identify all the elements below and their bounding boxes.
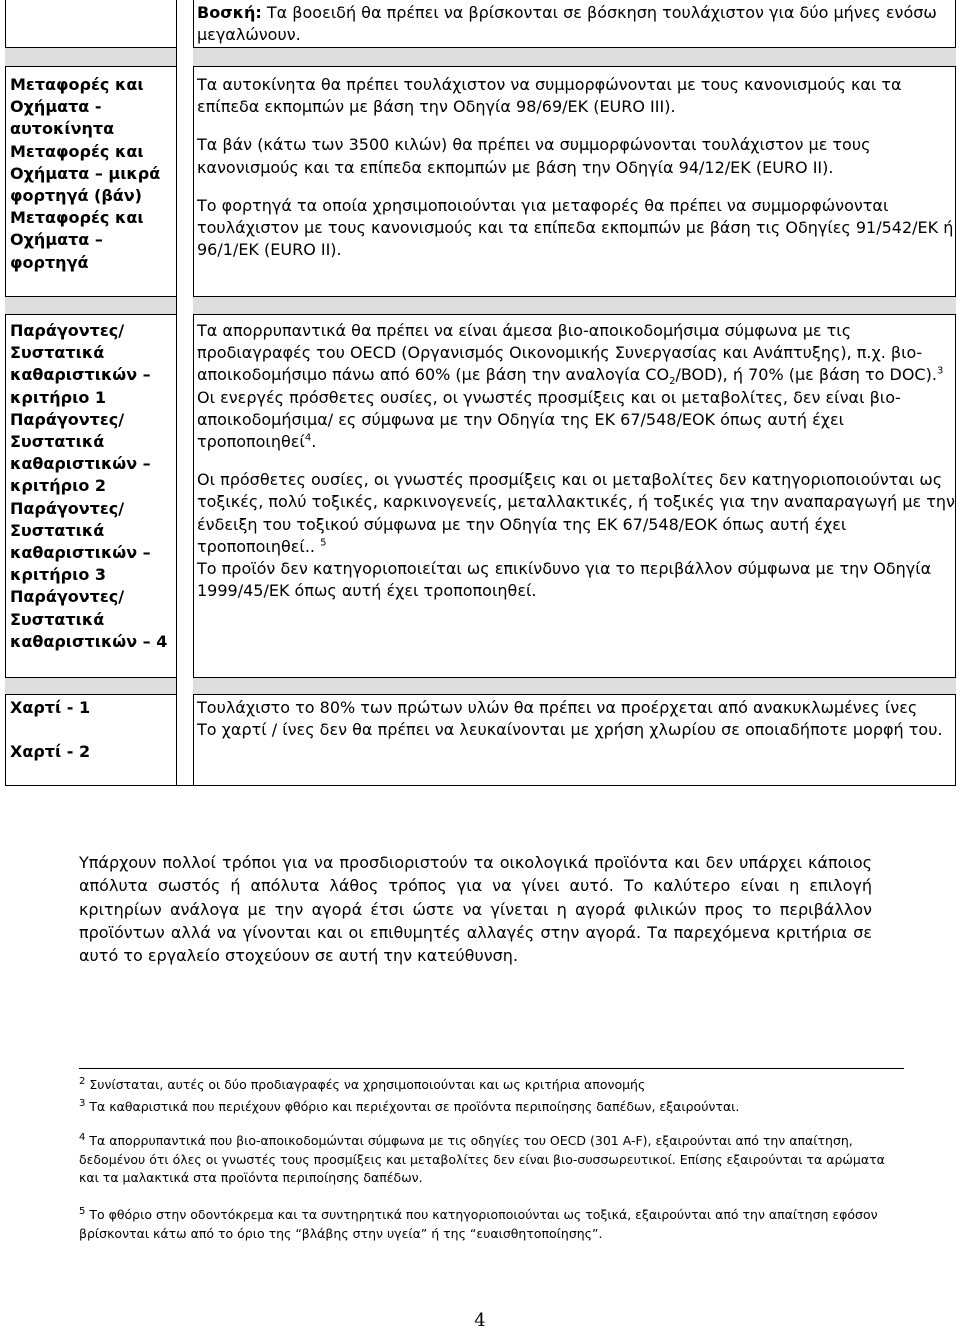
- footnote-ref-4: 4: [304, 432, 312, 444]
- cleaning-c2-text: Οι ενεργές πρόσθετες ουσίες, οι γνωστές προσμίξεις και οι μεταβολίτες, δεν είναι βιο-αποικοδομήσιμα/ ες σύμφωνα με την Οδηγία της ΕΚ 67/548/ΕΟΚ όπως αυτή έχει τροποποιηθεί: [197, 387, 901, 452]
- vehicles-vans-text: Τα βάν (κάτω των 3500 κιλών) θα πρέπει να συμμορφώνονται τουλάχιστον με τους κανονισμούς και τα επίπεδα εκπομπών με βάση την Οδηγία 94/12/ΕΚ (EURO II).: [197, 135, 871, 177]
- cleaning-c2-end: .: [311, 432, 317, 452]
- row-gap: [5, 678, 176, 694]
- cleaning-criterion-3: [197, 469, 955, 558]
- row-gap: [5, 297, 176, 314]
- row-gap: [5, 48, 176, 66]
- row-separator: [193, 66, 956, 67]
- table-left-border: [5, 0, 6, 785]
- criteria-table: [5, 0, 956, 786]
- row-gap: [193, 48, 956, 66]
- header-vehicles-vans: Μεταφορές και Οχήματα – μικρά φορτηγά (βάν): [10, 141, 161, 206]
- footnote-text-3: Τα καθαριστικά που περιέχουν φθόριο και περιέχονται σε προϊόντα περιποίησης δαπέδων, εξαιρούνται.: [89, 1099, 740, 1114]
- header-cleaning-3: Παράγοντες/ Συστατικά καθαριστικών – κριτήριο 3: [10, 498, 151, 585]
- cleaning-c1-text-end: /BOD), ή 70% (με βάση το DOC).: [675, 365, 937, 385]
- footnote-ref-3: 3: [936, 366, 944, 378]
- row-separator: [5, 314, 176, 315]
- footnote-text-2: Συνίσταται, αυτές οι δύο προδιαγραφές να χρησιμοποιούνται και ως κριτήρια απονομής: [89, 1077, 646, 1092]
- row-gap: [193, 678, 956, 694]
- row-gap: [193, 297, 956, 314]
- cleaning-criteria: [197, 320, 955, 602]
- table-divider-right: [193, 0, 194, 785]
- row-separator: [5, 66, 176, 67]
- header-paper-2: Χαρτί - 2: [10, 742, 91, 762]
- co2-subscript: 2: [669, 376, 676, 388]
- paper-criterion-2: Το χαρτί / ίνες δεν θα πρέπει να λευκαίνονται με χρήση χλωρίου σε οποιαδήποτε μορφή του.: [197, 720, 943, 740]
- grazing-criterion: [197, 2, 955, 46]
- header-cleaning-4: Παράγοντες/ Συστατικά καθαριστικών – 4: [10, 587, 168, 651]
- footnote-num-2: 2: [79, 1075, 86, 1087]
- footnote-ref-5: 5: [320, 537, 327, 549]
- row-separator: [5, 694, 176, 695]
- vehicles-headers: [10, 74, 179, 274]
- body-paragraph: Υπάρχουν πολλοί τρόποι για να προσδιοριστούν τα οικολογικά προϊόντα και δεν υπάρχει κάποιος απόλυτα σωστός ή απόλυτα λάθος τρόπος για να γίνει αυτό. Το καλύτερο είναι η επιλογή κριτηρίων ανάλογα με την αγορά έτσι ώστε να γίνεται η αγορά φιλικών προς το περιβάλλον προϊόντων αλλά να γίνονται και οι επιθυμητές αλλαγές στην αγορά. Τα παρεχόμενα κριτήρια σε αυτό το εργαλείο στοχεύουν σε αυτή την κατεύθυνση.: [79, 853, 872, 966]
- footnote-text-5: Το φθόριο στην οδοντόκρεμα και τα συντηρητικά που κατηγοριοποιούνται ως τοξικά, εξαιρούνται από την απαίτηση εφόσον βρίσκονται κάτω από το όριο της “βλάβης στην υγεία” ή της “ευαισθητοποίησης”.: [79, 1207, 878, 1241]
- header-paper-1: Χαρτί - 1: [10, 698, 91, 717]
- footnote-num-3: 3: [79, 1097, 86, 1109]
- footnote-rule: [79, 1068, 904, 1069]
- footnote-text-4: Τα απορρυπαντικά που βιο-αποικοδομώνται σύμφωνα με τις οδηγίες του OECD (301 A-F), εξαιρούνται από την απαίτηση, δεδομένου ότι όλες οι γνωστές τους προσμίξεις και μεταβολίτες δεν είναι βιο-συσσωρευτικοί. Επίσης εξαιρούνται τα αρώματα και τα μαλακτικά στα προϊόντα περιποίησης δαπέδων.: [79, 1133, 885, 1185]
- header-vehicles-cars: Μεταφορές και Οχήματα - αυτοκίνητα: [10, 75, 144, 139]
- page-number: 4: [474, 1310, 486, 1331]
- cleaning-criterion-2: [197, 387, 955, 454]
- header-vehicles-trucks: Μεταφορές και Οχήματα – φορτηγά: [10, 208, 144, 272]
- cleaning-criterion-4: Το προϊόν δεν κατηγοριοποιείται ως επικίνδυνο για το περιβάλλον σύμφωνα με την Οδηγία 1999/45/ΕΚ όπως αυτή έχει τροποποιηθεί.: [197, 559, 932, 601]
- vehicles-cars-text: Τα αυτοκίνητα θα πρέπει τουλάχιστον να συμμορφώνονται με τους κανονισμούς και τα επίπεδα εκπομπών με βάση την Οδηγία 98/69/ΕΚ (EURO III).: [197, 75, 902, 117]
- row-separator: [193, 694, 956, 695]
- cleaning-headers: [10, 320, 179, 653]
- vehicles-criteria: [197, 74, 955, 261]
- cleaning-c3-text: Οι πρόσθετες ουσίες, οι γνωστές προσμίξεις και οι μεταβολίτες δεν κατηγοριοποιούνται ως τοξικές, πολύ τοξικές, καρκινογενείς, μεταλλακτικές, ή τοξικές για την αναπαραγωγή με την ένδειξη του τοξικού σύμφωνα με την Οδηγία της ΕΚ 67/548/ΕΟΚ όπως αυτή έχει τροποποιηθεί..: [197, 470, 955, 556]
- table-right-border: [955, 0, 956, 785]
- vehicles-trucks-text: Το φορτηγά τα οποία χρησιμοποιούνται για μεταφορές θα πρέπει να συμμορφώνονται τουλάχιστον με τους κανονισμούς και τα επίπεδα εκπομπών με βάση τις Οδηγίες 91/542/ΕΚ ή 96/1/ΕΚ (EURO II).: [197, 195, 954, 260]
- header-cleaning-2: Παράγοντες/ Συστατικά καθαριστικών – κριτήριο 2: [10, 409, 151, 496]
- footnote-4: [79, 1132, 899, 1188]
- paper-headers: [10, 697, 179, 763]
- cleaning-criterion-1: [197, 320, 955, 387]
- grazing-label: Βοσκή:: [197, 3, 262, 22]
- footnote-3: [79, 1098, 899, 1117]
- paper-criterion-1: Τουλάχιστο το 80% των πρώτων υλών θα πρέπει να προέρχεται από ανακυκλωμένες ίνες: [197, 698, 918, 717]
- paper-criteria: [197, 697, 955, 741]
- grazing-text: Τα βοοειδή θα πρέπει να βρίσκονται σε βόσκηση τουλάχιστον για δύο μήνες ενόσω μεγαλώνουν.: [197, 3, 937, 45]
- row-separator: [193, 314, 956, 315]
- footnote-num-4: 4: [79, 1131, 86, 1143]
- cleaning-c1-text: Τα απορρυπαντικά θα πρέπει να είναι άμεσα βιο-αποικοδομήσιμα σύμφωνα με τις προδιαγραφές του OECD (Οργανισμός Οικονομικής Συνεργασίας και Ανάπτυξης), π.χ. βιο-αποικοδομήσιμο πάνω από 60% (με βάση την αναλογία CO: [197, 321, 923, 385]
- footnote-5: [79, 1206, 899, 1243]
- footnote-2: [79, 1076, 899, 1095]
- header-cleaning-1: Παράγοντες/ Συστατικά καθαριστικών – κριτήριο 1: [10, 321, 151, 407]
- footnote-num-5: 5: [79, 1205, 86, 1217]
